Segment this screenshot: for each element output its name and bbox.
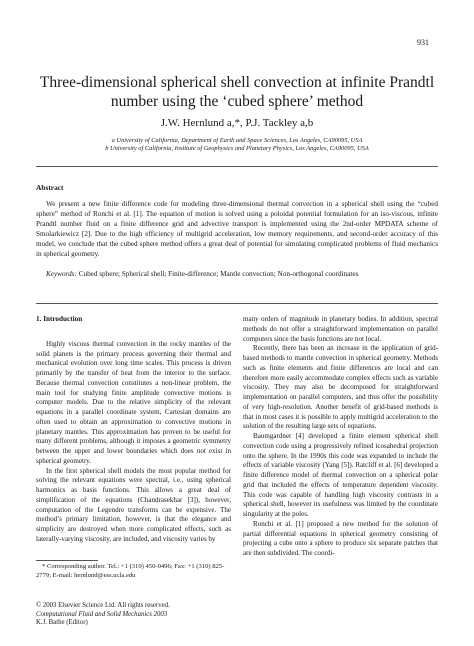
paragraph: Highly viscous thermal convection in the rocky mantles of the solid planets is the primary process governing their thermal and mechanical evolution over long time scales. This process is driven primarily by the transfer of heat from the interior to the surface. Because thermal convection constitutes a non-linear problem, the main tool for studying finite amplitude convective motions is computer models. Due to the relative simplicity of the relevant equations in a parallel coordinate system, Cartesian domains are often used to obtain an approximation to convective motions in planetary mantles. This approximation has proven to be useful for many different problems, although it imposes a geometric symmetry between the upper and lower boundaries which does not exist in spherical geometry. bbox=[36, 339, 231, 465]
paragraph: Baumgardner [4] developed a finite element spherical shell convection code using a progressively refined icosahedral projection onto the sphere. In the 1990s this code was expanded to include the effects of variable viscosity (Yang [5]). Ratcliff et al. [6] developed a finite difference model of thermal convection on a spherical polar grid that included the effects of temperature dependent viscosity. This code was capable of handling high viscosity contrasts in a spherical shell, however its usefulness was limited by the coordinate singularity at the poles. bbox=[243, 432, 438, 518]
copyright-line: © 2003 Elsevier Science Ltd. All rights reserved. bbox=[36, 602, 170, 609]
corresponding-author-footnote: * Corresponding author. Tel.: +1 (310) 450-0496; Fax: +1 (310) 825-2779; E-mail: hernlund@ess.ucla.edu bbox=[36, 563, 225, 579]
right-column bbox=[243, 315, 438, 559]
paragraph: Ronchi et al. [1] proposed a new method for the solution of partial differential equations in spherical geometry consisting of projecting a cube onto a sphere to produce six separate patches that are then subdivided. The coordi- bbox=[243, 519, 438, 557]
divider-bottom bbox=[36, 303, 438, 304]
author-list: J.W. Hernlund a,*, P.J. Tackley a,b bbox=[160, 117, 314, 129]
keywords-line bbox=[36, 270, 438, 280]
abstract-body: We present a new finite difference code for modeling three-dimensional thermal convection in a spherical shell using the “cubed sphere” method of Ronchi et al. [1]. The equation of motion is solved using a poloidal potential formulation for an iso-viscous, infinite Prandtl number fluid on a finite difference grid and advective transport is implemented using the 2nd-order MPDATA scheme of Smolarkiewicz [2]. Due to the high efficiency of multigrid acceleration, low memory requirements, and second-order accuracy of this model, we conclude that the cubed sphere method offers a great deal of potential for simulating complicated problems of fluid mechanics in spherical geometry. bbox=[36, 200, 438, 258]
affiliation-a: a University of California, Department of Earth and Space Sciences, Los Angeles, CA90095, USA bbox=[111, 137, 363, 144]
paragraph: many orders of magnitude in planetary bodies. In addition, spectral methods do not offer a straightforward implementation on parallel computers since the basis functions are not local. bbox=[243, 315, 438, 343]
footnote-divider bbox=[36, 560, 98, 561]
left-column bbox=[36, 315, 231, 545]
copyright-block bbox=[36, 602, 236, 628]
editor-line: K.J. Bathe (Editor) bbox=[36, 619, 88, 626]
affiliation-b: b University of California, Institute of Geophysics and Planetary Physics, Los Angeles, CA90095, USA bbox=[105, 145, 369, 152]
paragraph: In the first spherical shell models the most popular method for solving the relevant equations were spectral, i.e., using spherical harmonics as basis functions. This allows a great deal of simplification of the equations (Chandrasekhar [3]), however, computation of the Legendre transforms can be expensive. The method’s primary limitation, however, is that the elegance and simplicity are destroyed when more complicated effects, such as laterally-varying viscosity, are included, and viscosity varies by bbox=[36, 466, 231, 543]
keywords-list: Cubed sphere; Spherical shell; Finite-difference; Mantle convection; Non-orthogonal coordinates bbox=[76, 270, 359, 278]
section-heading-introduction: 1. Introduction bbox=[36, 315, 83, 323]
abstract-heading: Abstract bbox=[36, 183, 64, 192]
keywords-label: Keywords: bbox=[46, 270, 77, 278]
paper-title: Three-dimensional spherical shell convection at infinite Prandtl number using the ‘cubed sphere’ method bbox=[39, 74, 435, 110]
paragraph: Recently, there has been an increase in the application of grid-based methods to mantle convection in spherical geometry. Methods such as finite elements and finite differences are local and can therefore more easily accommodate complex effects such as variable viscosity. They may also be decomposed for straightforward implementation on parallel computers, and thus offer the possibility of very high-resolution. Another benefit of grid-based methods is that in most cases it is possible to apply multigrid acceleration to the solution of the resulting large sets of equations. bbox=[243, 344, 438, 431]
journal-name: Computational Fluid and Solid Mechanics 2003 bbox=[36, 610, 168, 618]
page-number: 931 bbox=[417, 38, 429, 47]
divider-top bbox=[36, 166, 438, 167]
